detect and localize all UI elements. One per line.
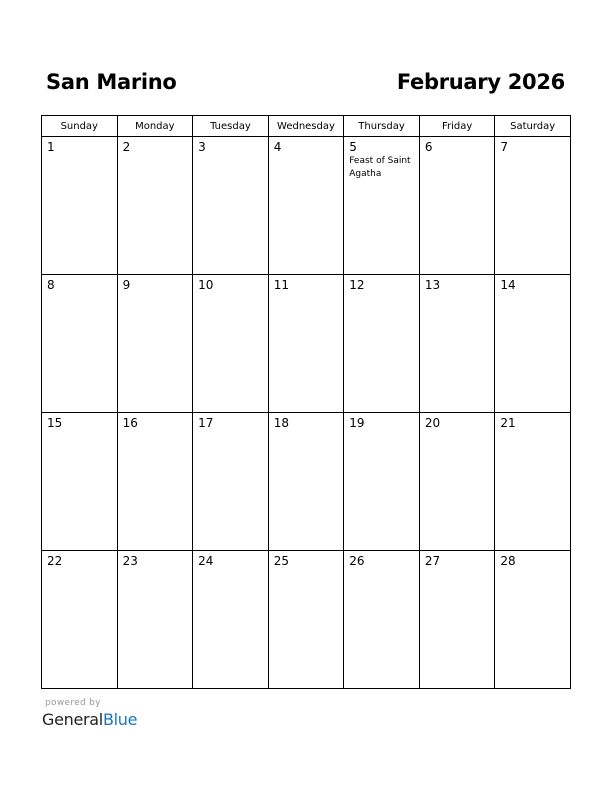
weekday-header-row — [42, 116, 571, 137]
day-cell — [42, 413, 118, 551]
day-cell — [42, 551, 118, 689]
day-number: 22 — [47, 554, 63, 568]
day-cell — [419, 413, 495, 551]
calendar-country-title: San Marino — [46, 70, 177, 94]
day-number: 2 — [122, 140, 131, 154]
day-cell — [495, 275, 571, 413]
day-cell — [419, 551, 495, 689]
day-cell — [193, 275, 269, 413]
calendar-month-title: February 2026 — [396, 70, 565, 94]
brand-blue-text: Blue — [102, 710, 138, 729]
calendar-grid — [41, 115, 571, 689]
day-cell — [268, 275, 344, 413]
holiday-label: Feast of Saint Agatha — [349, 156, 411, 179]
day-cell — [193, 413, 269, 551]
week-row — [42, 413, 571, 551]
day-number: 21 — [500, 416, 516, 430]
day-cell — [117, 275, 193, 413]
day-number: 5 — [349, 140, 357, 154]
day-cell — [117, 413, 193, 551]
weekday-header-tuesday: Tuesday — [193, 116, 269, 137]
generalblue-logo[interactable] — [42, 710, 137, 729]
day-cell — [193, 137, 269, 275]
day-cell — [344, 137, 420, 275]
day-cell — [117, 551, 193, 689]
weekday-header-sunday: Sunday — [42, 116, 118, 137]
weekday-header-wednesday: Wednesday — [268, 116, 344, 137]
day-number: 19 — [349, 416, 365, 430]
week-row — [42, 551, 571, 689]
weekday-header-thursday: Thursday — [344, 116, 420, 137]
day-number: 15 — [47, 416, 63, 430]
day-number: 20 — [424, 416, 441, 430]
day-cell — [344, 413, 420, 551]
day-cell — [419, 275, 495, 413]
day-number: 28 — [500, 554, 516, 568]
day-number: 24 — [198, 554, 214, 568]
weekday-header-monday: Monday — [117, 116, 193, 137]
day-cell — [419, 137, 495, 275]
day-number: 7 — [500, 140, 509, 154]
weekday-header-saturday: Saturday — [495, 116, 571, 137]
day-number: 9 — [122, 278, 131, 292]
day-number: 10 — [198, 278, 214, 292]
day-number: 11 — [273, 278, 289, 292]
day-number: 12 — [349, 278, 365, 292]
day-number: 18 — [273, 416, 289, 430]
day-number: 8 — [47, 278, 55, 292]
weekday-header-friday: Friday — [419, 116, 495, 137]
day-number: 17 — [198, 416, 214, 430]
day-number: 25 — [273, 554, 289, 568]
day-number: 13 — [424, 278, 441, 292]
day-cell — [117, 137, 193, 275]
day-number: 23 — [122, 554, 138, 568]
day-cell — [495, 137, 571, 275]
day-number: 6 — [424, 140, 433, 154]
day-cell — [495, 551, 571, 689]
day-number: 1 — [47, 140, 55, 154]
day-number: 27 — [424, 554, 441, 568]
day-cell — [193, 551, 269, 689]
brand-general-text: General — [42, 710, 103, 729]
day-cell — [495, 413, 571, 551]
week-row — [42, 137, 571, 275]
day-cell — [344, 275, 420, 413]
day-cell — [268, 413, 344, 551]
day-cell — [268, 137, 344, 275]
day-number: 16 — [122, 416, 138, 430]
powered-by-label: powered by — [45, 698, 101, 708]
day-number: 3 — [198, 140, 206, 154]
day-cell — [268, 551, 344, 689]
day-number: 26 — [349, 554, 365, 568]
week-row — [42, 275, 571, 413]
day-number: 4 — [273, 140, 282, 154]
day-cell — [344, 551, 420, 689]
day-number: 14 — [500, 278, 516, 292]
day-cell — [42, 137, 118, 275]
day-cell — [42, 275, 118, 413]
